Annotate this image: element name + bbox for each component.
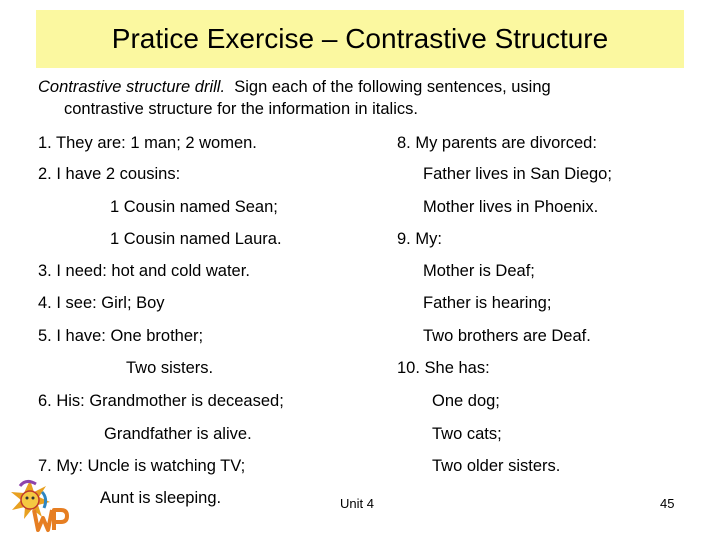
right-item-10c: Two older sisters. bbox=[432, 457, 561, 475]
left-item-3: 3. I need: hot and cold water. bbox=[38, 262, 250, 280]
intro-italic: Contrastive structure drill. bbox=[38, 78, 226, 96]
left-item-5a: Two sisters. bbox=[126, 359, 214, 377]
intro-text bbox=[38, 76, 688, 120]
footer-unit: Unit 4 bbox=[340, 496, 374, 511]
right-item-9a: Mother is Deaf; bbox=[423, 262, 535, 280]
left-item-2a: 1 Cousin named Sean; bbox=[110, 198, 278, 216]
intro-rest: Sign each of the following sentences, using bbox=[225, 78, 551, 96]
right-item-8b: Mother lives in Phoenix. bbox=[423, 198, 599, 216]
title-banner bbox=[36, 10, 684, 68]
left-item-2: 2. I have 2 cousins: bbox=[38, 165, 181, 183]
left-item-5: 5. I have: One brother; bbox=[38, 327, 204, 345]
left-item-7: 7. My: Uncle is watching TV; bbox=[38, 457, 246, 475]
right-item-9: 9. My: bbox=[397, 230, 442, 248]
left-item-1: 1. They are: 1 man; 2 women. bbox=[38, 134, 257, 152]
intro-line-1 bbox=[38, 76, 688, 98]
right-item-10a: One dog; bbox=[432, 392, 500, 410]
right-item-10: 10. She has: bbox=[397, 359, 490, 377]
right-item-9c: Two brothers are Deaf. bbox=[423, 327, 591, 345]
left-item-6: 6. His: Grandmother is deceased; bbox=[38, 392, 284, 410]
right-item-10b: Two cats; bbox=[432, 425, 502, 443]
page-number: 45 bbox=[660, 496, 675, 511]
wp-logo-icon bbox=[8, 478, 70, 534]
left-item-7a: Aunt is sleeping. bbox=[100, 489, 222, 507]
left-item-4: 4. I see: Girl; Boy bbox=[38, 294, 165, 312]
left-item-2b: 1 Cousin named Laura. bbox=[110, 230, 282, 248]
left-item-6a: Grandfather is alive. bbox=[104, 425, 252, 443]
right-item-9b: Father is hearing; bbox=[423, 294, 552, 312]
page-title: Pratice Exercise – Contrastive Structure bbox=[111, 23, 609, 54]
right-item-8: 8. My parents are divorced: bbox=[397, 134, 597, 152]
intro-line-2: contrastive structure for the information in italics. bbox=[64, 100, 418, 118]
right-item-8a: Father lives in San Diego; bbox=[423, 165, 612, 183]
